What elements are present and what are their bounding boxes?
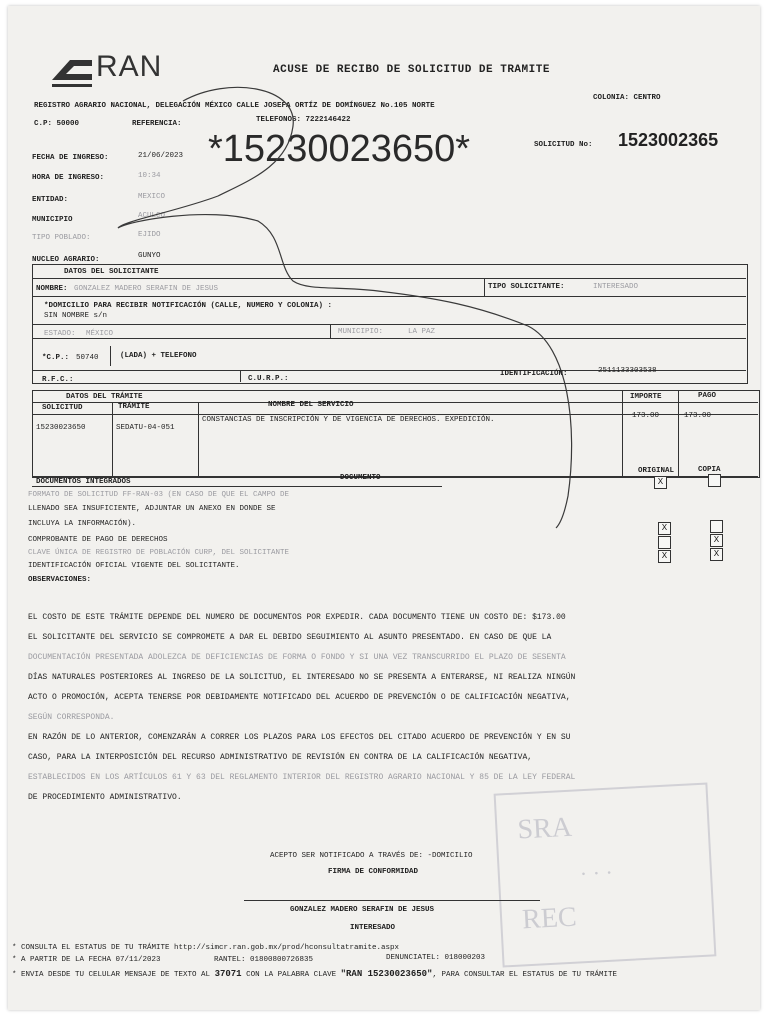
- text-line: DE PROCEDIMIENTO ADMINISTRATIVO.: [28, 793, 182, 802]
- docs-header-mid: DOCUMENTO: [340, 474, 381, 482]
- docs-header-original: ORIGINAL: [638, 467, 675, 475]
- footer-consulta: * CONSULTA EL ESTATUS DE TU TRÁMITE http://simcr.ran.gob.mx/prod/hconsultatramite.aspx: [12, 944, 400, 952]
- sms-number: 37071: [214, 969, 242, 979]
- divider: [678, 390, 679, 476]
- solicitud-label: SOLICITUD No:: [534, 141, 593, 149]
- row-servicio: CONSTANCIAS DE INSCRIPCIÓN Y DE VIGENCIA DE DERECHOS. EXPEDICIÓN.: [202, 416, 495, 424]
- referencia-label: REFERENCIA:: [132, 120, 182, 128]
- doc-item: CLAVE ÚNICA DE REGISTRO DE POBLACIÓN CURP, DEL SOLICITANTE: [28, 549, 290, 557]
- tipo-poblado: EJIDO: [138, 231, 161, 239]
- row-solicitud: 15230023650: [36, 424, 86, 432]
- row-importe: 173.00: [632, 412, 660, 420]
- logo-text: RAN: [96, 50, 163, 83]
- cost-paragraph: [28, 608, 738, 808]
- doc-item: IDENTIFICACIÓN OFICIAL VIGENTE DEL SOLICITANTE.: [28, 562, 240, 570]
- entidad: MEXICO: [138, 193, 166, 201]
- footer-sms-a: [12, 969, 617, 979]
- docs-header-left: DOCUMENTOS INTEGRADOS: [36, 478, 131, 486]
- document-title: ACUSE DE RECIBO DE SOLICITUD DE TRAMITE: [273, 64, 550, 76]
- divider: [32, 278, 746, 279]
- divider: [198, 402, 199, 476]
- firma-conformidad: FIRMA DE CONFORMIDAD: [328, 868, 419, 876]
- identificacion-label: IDENTIFICACIÓN:: [500, 370, 568, 378]
- original-checkbox[interactable]: [658, 536, 671, 549]
- footer-fecha: * A PARTIR DE LA FECHA 07/11/2023: [12, 956, 161, 964]
- divider: [330, 324, 331, 338]
- acepto-notificado: ACEPTO SER NOTIFICADO A TRAVÉS DE: -DOMICILIO: [270, 852, 473, 860]
- divider: [622, 390, 623, 476]
- municipio: ACULCO: [138, 212, 166, 220]
- signer-name: GONZALEZ MADERO SERAFIN DE JESUS: [290, 906, 435, 914]
- copia-checkbox[interactable]: [710, 520, 723, 533]
- domicilio-label: *DOMICILIO PARA RECIBIR NOTIFICACIÓN (CALLE, NUMERO Y COLONIA) :: [44, 302, 333, 310]
- curp-label: C.U.R.P.:: [248, 375, 289, 383]
- text-line: SEGÚN CORRESPONDA.: [28, 713, 115, 722]
- col-tramite: TRÁMITE: [118, 403, 150, 411]
- text-line: EL COSTO DE ESTE TRÁMITE DEPENDE DEL NUMERO DE DOCUMENTOS POR EXPEDIR. CADA DOCUMENTO TIENE UN COSTO DE: $173.00: [28, 613, 566, 622]
- divider: [32, 338, 746, 339]
- nombre-label: NOMBRE:: [36, 285, 68, 293]
- row-pago: 173.00: [684, 412, 712, 420]
- address-line: REGISTRO AGRARIO NACIONAL, DELEGACIÓN MÉXICO CALLE JOSEFA ORTÍZ DE DOMÍNGUEZ No.105 NORTE: [34, 102, 435, 110]
- text-line: EL SOLICITANTE DEL SERVICIO SE COMPROMETE A DAR EL DEBIDO SEGUIMIENTO AL ASUNTO PRESENTADO. EN CASO DE QUE LA: [28, 633, 552, 642]
- rfc-label: R.F.C.:: [42, 376, 74, 384]
- municipio-label: MUNICIPIO: [32, 216, 73, 224]
- text-line: ACTO O PROMOCIÓN, ACEPTA TENERSE POR DEBIDAMENTE NOTIFICADO DEL ACUERDO DE PREVENCIÓN O DE CALIFICACIÓN NEGATIVA,: [28, 693, 571, 702]
- docs-header-copia: COPIA: [698, 466, 721, 474]
- footer-rantel: RANTEL: 01800800726835: [214, 956, 314, 964]
- doc-item: FORMATO DE SOLICITUD FF-RAN-03 (EN CASO DE QUE EL CAMPO DE: [28, 491, 290, 499]
- row-tramite: SEDATU-04-051: [116, 424, 175, 432]
- sms-keyword: "RAN 15230023650": [340, 969, 433, 979]
- nombre: GONZALEZ MADERO SERAFIN DE JESUS: [74, 285, 219, 293]
- fecha-ingreso-label: FECHA DE INGRESO:: [32, 154, 109, 162]
- doc-item: INCLUYA LA INFORMACIÓN).: [28, 520, 137, 528]
- divider: [240, 370, 241, 382]
- nucleo-label: NUCLEO AGRARIO:: [32, 256, 100, 264]
- col-importe: IMPORTE: [630, 393, 662, 401]
- col-pago: PAGO: [698, 392, 717, 400]
- nucleo: GUNYO: [138, 252, 161, 260]
- tipo-solicitante: INTERESADO: [593, 283, 639, 291]
- identificacion: 2511133303538: [598, 367, 657, 375]
- divider: [484, 278, 485, 296]
- colonia: COLONIA: CENTRO: [593, 94, 661, 102]
- lada-telefono-label: (LADA) + TELEFONO: [120, 352, 197, 360]
- text-line: CASO, PARA LA INTERPOSICIÓN DEL RECURSO ADMINISTRATIVO DE REVISIÓN EN CONTRA DE LA CALIFICACIÓN NEGATIVA,: [28, 753, 533, 762]
- signature-line: [244, 900, 540, 901]
- doc-item: COMPROBANTE DE PAGO DE DERECHOS: [28, 536, 168, 544]
- telefonos: TELEFONOS: 7222146422: [256, 116, 351, 124]
- hora-ingreso-label: HORA DE INGRESO:: [32, 174, 105, 182]
- reception-stamp: SRA · · · REC: [494, 783, 717, 968]
- divider: [32, 476, 758, 477]
- original-checkbox[interactable]: X: [658, 550, 671, 563]
- divider: [32, 486, 442, 487]
- original-checkbox[interactable]: X: [654, 476, 667, 489]
- solicitud-number: 1523002365: [618, 130, 719, 150]
- solicitante-section: DATOS DEL SOLICITANTE: [64, 268, 159, 276]
- cp-sol: 50740: [76, 354, 99, 362]
- estado: MÉXICO: [86, 330, 114, 338]
- copia-checkbox[interactable]: X: [710, 548, 723, 561]
- text-line: ESTABLECIDOS EN LOS ARTÍCULOS 61 Y 63 DEL REGLAMENTO INTERIOR DEL REGISTRO AGRARIO NACIONAL Y 85 DE LA LEY FEDERAL: [28, 773, 576, 782]
- divider: [32, 296, 746, 297]
- divider: [110, 346, 111, 366]
- tipo-poblado-label: TIPO POBLADO:: [32, 234, 91, 242]
- col-servicio: NOMBRE DEL SERVICIO: [268, 401, 354, 409]
- footer-denunciatel: DENUNCIATEL: 018000203: [386, 954, 486, 962]
- observaciones-label: OBSERVACIONES:: [28, 576, 92, 584]
- divider: [112, 402, 113, 476]
- hora-ingreso: 10:34: [138, 172, 161, 180]
- copia-checkbox[interactable]: [708, 474, 721, 487]
- ran-logo-icon: [52, 56, 96, 88]
- text-line: DÍAS NATURALES POSTERIORES AL INGRESO DE LA SOLICITUD, EL INTERESADO NO SE PRESENTA A ENTERARSE, NI REALIZA NINGÚN: [28, 673, 576, 682]
- original-checkbox[interactable]: X: [658, 522, 671, 535]
- sms-text: * ENVIA DESDE TU CELULAR MENSAJE DE TEXTO AL: [12, 971, 211, 979]
- document-page: [8, 6, 760, 1010]
- cp-sol-label: *C.P.:: [42, 354, 70, 362]
- copia-checkbox[interactable]: X: [710, 534, 723, 547]
- sms-text: , PARA CONSULTAR EL ESTATUS DE TU TRÁMITE: [432, 971, 617, 979]
- fecha-ingreso: 21/06/2023: [138, 152, 184, 160]
- municipio-sol: LA PAZ: [408, 328, 436, 336]
- sms-text: CON LA PALABRA CLAVE: [246, 971, 337, 979]
- tramite-section: DATOS DEL TRÁMITE: [66, 393, 143, 401]
- entidad-label: ENTIDAD:: [32, 196, 69, 204]
- tipo-solicitante-label: TIPO SOLICITANTE:: [488, 283, 565, 291]
- text-line: EN RAZÓN DE LO ANTERIOR, COMENZARÁN A CORRER LOS PLAZOS PARA LOS EFECTOS DEL CITADO ACUERDO DE PREVENCIÓN Y EN SU: [28, 733, 571, 742]
- col-solicitud: SOLICITUD: [42, 404, 83, 412]
- municipio-sol-label: MUNICIPIO:: [338, 328, 384, 336]
- folio-number: *15230023650*: [208, 128, 471, 170]
- doc-item: LLENADO SEA INSUFICIENTE, ADJUNTAR UN ANEXO EN DONDE SE: [28, 505, 276, 513]
- domicilio: SIN NOMBRE s/n: [44, 312, 108, 320]
- signer-role: INTERESADO: [350, 924, 396, 932]
- estado-label: ESTADO:: [44, 330, 76, 338]
- text-line: DOCUMENTACIÓN PRESENTADA ADOLEZCA DE DEFICIENCIAS DE FORMA O FONDO Y SI UNA VEZ TRANSCURRIDO EL PLAZO DE SESENTA: [28, 653, 566, 662]
- divider: [32, 324, 746, 325]
- cp-ran: C.P: 50000: [34, 120, 80, 128]
